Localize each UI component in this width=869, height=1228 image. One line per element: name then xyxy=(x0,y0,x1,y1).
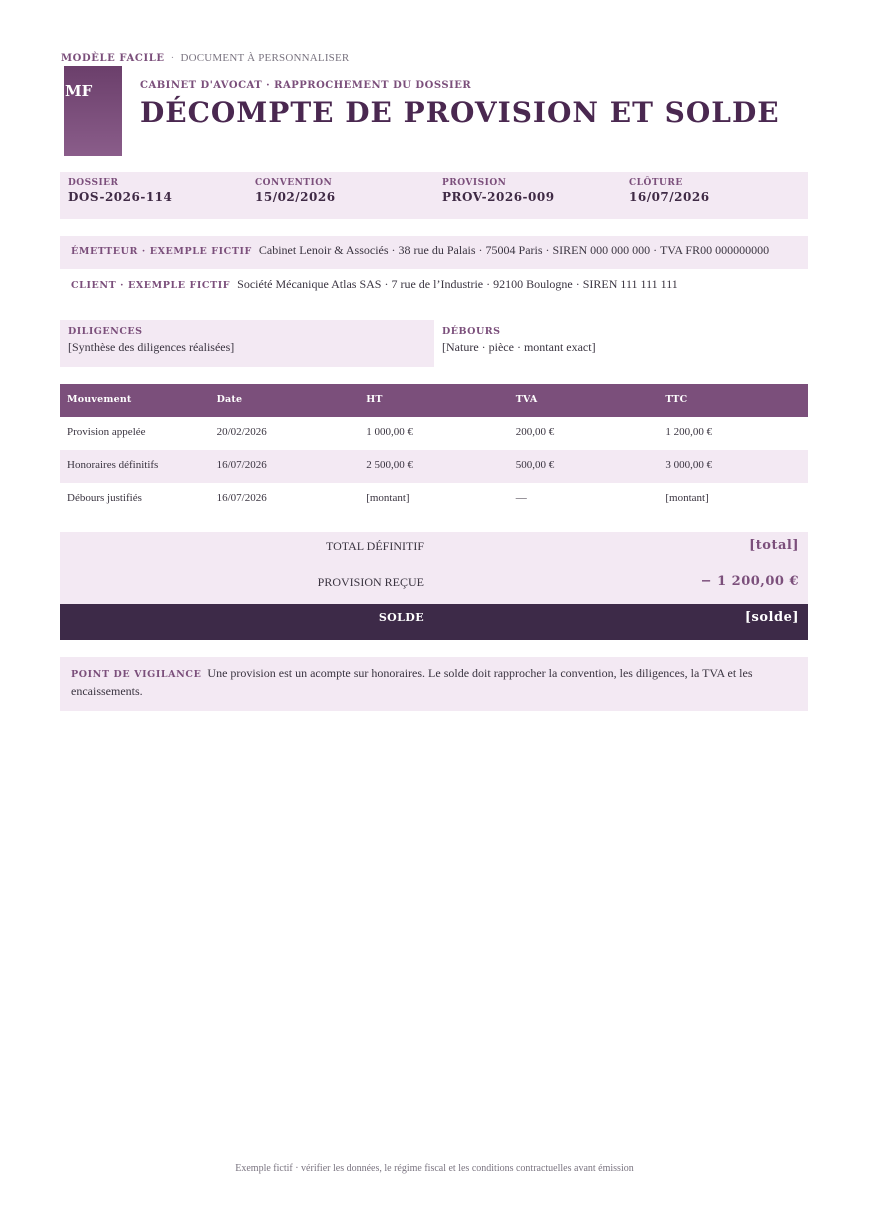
table-cell: 20/02/2026 xyxy=(216,426,267,438)
debours-value: [Nature · pièce · montant exact] xyxy=(442,340,596,354)
provision-recue-row xyxy=(60,568,808,604)
meta-value: DOS-2026-114 xyxy=(68,190,173,204)
meta-label: CONVENTION xyxy=(255,178,333,188)
column-header-ht: HT xyxy=(359,384,509,417)
table-cell: — xyxy=(515,492,527,504)
total-value: [total] xyxy=(749,538,799,553)
debours-label: DÉBOURS xyxy=(442,326,501,337)
table-cell: 1 200,00 € xyxy=(665,426,713,438)
table-cell: Honoraires définitifs xyxy=(60,450,210,483)
vigilance-label: POINT DE VIGILANCE xyxy=(71,669,202,680)
table-cell: 1 000,00 € xyxy=(366,426,413,438)
vigilance-text: Une provision est un acompte sur honoraires. Le solde doit rapprocher la convention, les diligences, la TVA et les encaissements. xyxy=(71,666,753,698)
meta-label: DOSSIER xyxy=(68,178,119,188)
document-topline xyxy=(61,52,349,64)
movements-table xyxy=(60,384,808,516)
dossier-meta-band xyxy=(60,172,808,219)
document-title: DÉCOMPTE DE PROVISION ET SOLDE xyxy=(140,96,780,129)
table-cell: 16/07/2026 xyxy=(210,450,360,483)
meta-label: CLÔTURE xyxy=(629,178,683,188)
table-row xyxy=(60,417,808,450)
emitter-text: Cabinet Lenoir & Associés · 38 rue du Palais · 75004 Paris · SIREN 000 000 000 · TVA FR00 000000000 xyxy=(258,243,770,257)
meta-cloture xyxy=(621,172,808,219)
solde-row xyxy=(60,604,808,640)
solde-label: SOLDE xyxy=(378,611,424,624)
brand-name: MODÈLE FACILE xyxy=(61,53,165,64)
emitter-line xyxy=(60,236,808,269)
page-footer: Exemple fictif · vérifier les données, le régime fiscal et les conditions contractuelles avant émission xyxy=(235,1163,634,1174)
provision-value: − 1 200,00 € xyxy=(700,574,799,589)
column-header-mouvement: Mouvement xyxy=(60,384,210,417)
table-cell: 200,00 € xyxy=(515,426,555,438)
logo: MF xyxy=(64,66,122,156)
table-cell: [montant] xyxy=(665,492,709,504)
total-label: TOTAL DÉFINITIF xyxy=(325,539,424,553)
debours-box xyxy=(434,320,808,367)
table-header-row xyxy=(60,384,808,417)
client-line xyxy=(60,270,808,303)
table-cell: 500,00 € xyxy=(509,450,659,483)
diligences-label: DILIGENCES xyxy=(68,326,143,337)
solde-value: [solde] xyxy=(744,610,799,625)
table-cell: 16/07/2026 xyxy=(216,492,267,504)
column-header-date: Date xyxy=(210,384,360,417)
meta-value: 15/02/2026 xyxy=(255,190,336,204)
meta-convention xyxy=(247,172,434,219)
client-text: Société Mécanique Atlas SAS · 7 rue de l’Industrie · 92100 Boulogne · SIREN 111 111 111 xyxy=(237,277,678,291)
provision-label: PROVISION REÇUE xyxy=(317,575,424,589)
meta-value: 16/07/2026 xyxy=(629,190,710,204)
table-cell: 2 500,00 € xyxy=(359,450,509,483)
diligences-value: [Synthèse des diligences réalisées] xyxy=(68,340,235,354)
table-cell: Provision appelée xyxy=(67,426,146,438)
meta-dossier xyxy=(60,172,247,219)
total-definitif-row xyxy=(60,532,808,568)
meta-label: PROVISION xyxy=(442,178,507,188)
emitter-label: ÉMETTEUR · EXEMPLE FICTIF xyxy=(71,246,252,257)
brand-tagline: DOCUMENT À PERSONNALISER xyxy=(180,52,350,64)
table-row xyxy=(60,450,808,483)
table-cell: [montant] xyxy=(366,492,410,504)
diligences-box xyxy=(60,320,434,367)
meta-value: PROV-2026-009 xyxy=(442,190,555,204)
column-header-tva: TVA xyxy=(509,384,659,417)
client-label: CLIENT · EXEMPLE FICTIF xyxy=(71,280,231,291)
table-cell: Débours justifiés xyxy=(67,492,142,504)
column-header-ttc: TTC xyxy=(658,384,808,417)
totals-block xyxy=(60,532,808,640)
topline-separator: · xyxy=(170,52,175,64)
table-row xyxy=(60,483,808,516)
table-cell: 3 000,00 € xyxy=(658,450,808,483)
vigilance-note xyxy=(60,657,808,711)
meta-provision xyxy=(434,172,621,219)
document-kicker: CABINET D'AVOCAT · RAPPROCHEMENT DU DOSSIER xyxy=(140,80,472,91)
